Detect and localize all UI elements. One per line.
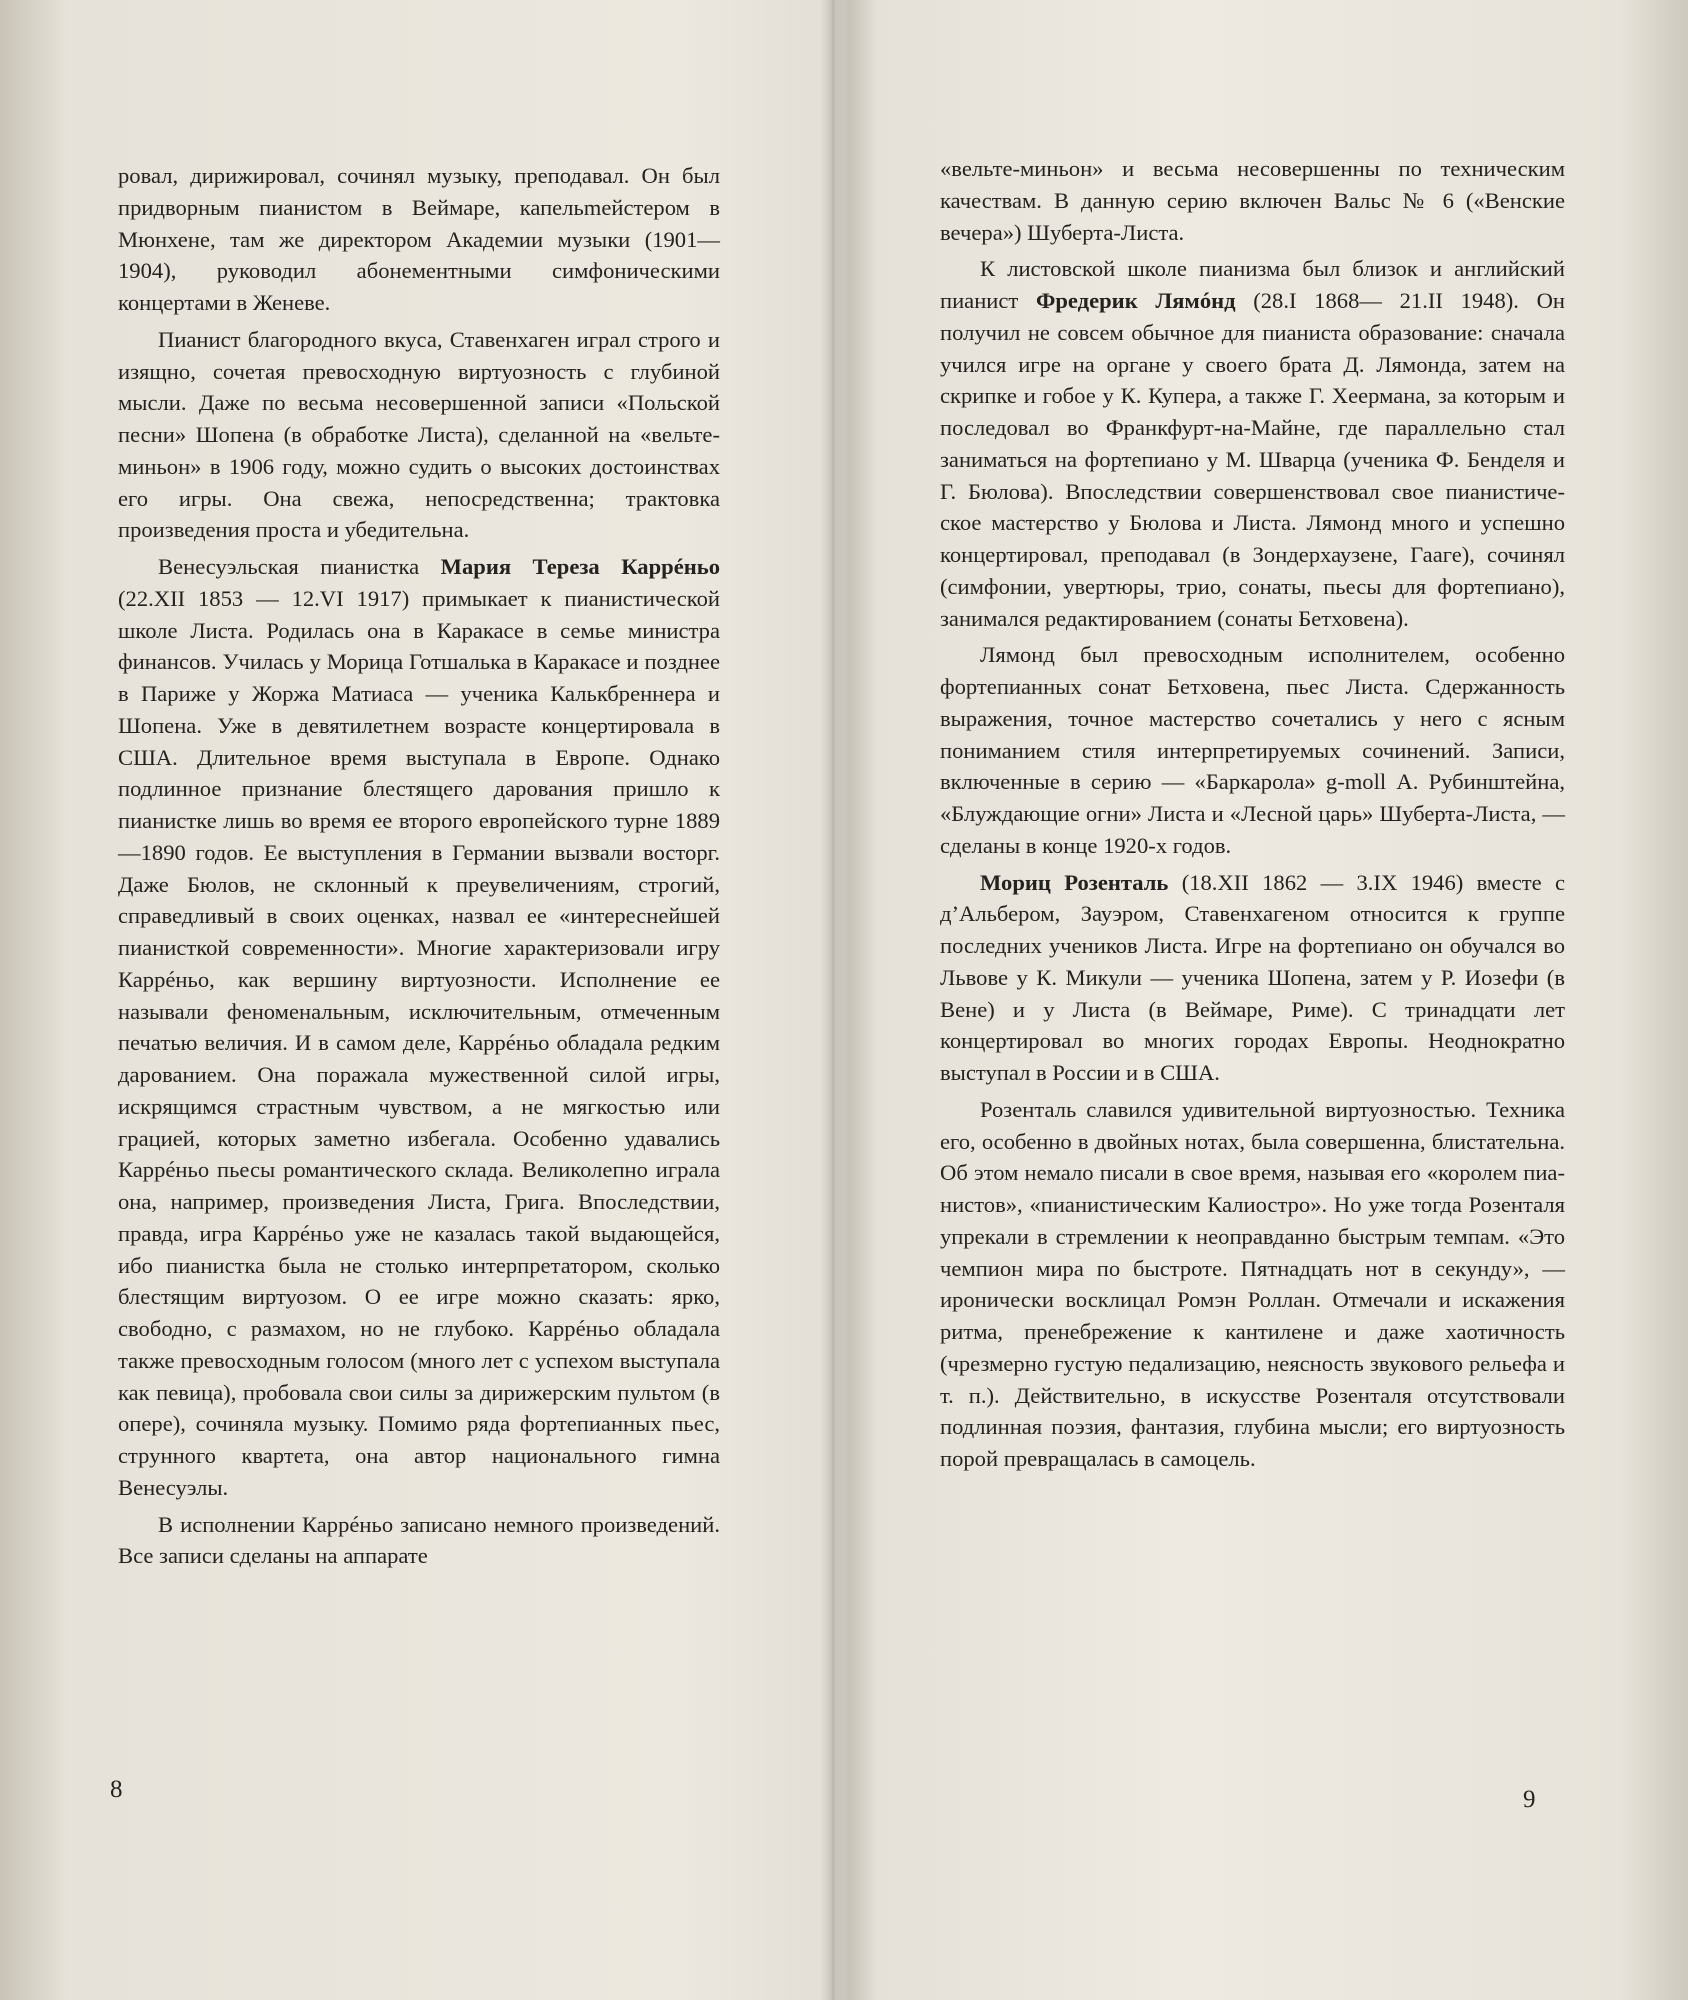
person-name: Фредерик Лямóнд <box>1035 288 1236 313</box>
paragraph: Пианист благородного вкуса, Ставенхаген играл строго и изящно, сочетая превосходную виртуозность с глубиной мысли. Даже по весьма несовершенной записи «Польской песни» Шопена (в обработке Листа), сделанной на «вельте-миньон» в 1906 году, можно судить о высоких достоинствах его игры. Она свежа, непосредственна; трактовка произведения проста и убедительна. <box>118 326 720 543</box>
page-number: 9 <box>1523 1786 1536 1813</box>
paragraph: К листовской школе пианизма был близок и английский пианист Фредерик Лямóнд (28.I 1868— 21.II 1948). Он получил не совсем обычное для пианиста образование: сначала учился игре на органе у своего брата Д. Лямонда, затем на скрипке и гобое у К. Купера, а также Г. Хеермана, за которым и последовал во Франкфурт-на-Майне, где параллельно стал заниматься на фортепиано у М. Шварца (ученика Ф. Бенделя и Г. Бюлова). Впоследствии совершенствовал свое пианистическое мастерство у Бюлова и Листа. Лямонд много и успешно концертировал, преподавал (в Зондерхаузене, Гааге), сочинял (симфонии, увертюры, трио, сонаты, пьесы для фортепиано), занимался редактированием (сонаты Бетховена). <box>940 256 1565 631</box>
paragraph: «вельте-миньон» и весьма несовершенны по техническим качествам. В данную серию включен Вальс № 6 («Венские вечера») Шуберта-Листа. <box>940 156 1565 245</box>
right-page-text <box>940 153 1565 1475</box>
paragraph: Мориц Розенталь (18.XII 1862 — 3.IX 1946) вместе с д’Альбером, Зауэром, Ставенхагеном относится к группе последних учеников Листа. Игре на фортепиано он обучался во Львове у К. Микули — ученика Шопена, затем у Р. Иозефи (в Вене) и у Листа (в Веймаре, Риме). С тринадцати лет концертировал во многих городах Европы. Неоднократно выступал в России и в США. <box>940 869 1566 1085</box>
right-page <box>838 0 1688 2000</box>
person-name: Мориц Розенталь <box>980 869 1169 895</box>
paragraph: Венесуэльская пианистка Мария Тереза Каррéньо (22.XII 1853 — 12.VI 1917) примыкает к пианистической школе Листа. Родилась она в Каракасе в семье министра финансов. Училась у Морица Готшалька в Каракасе и позднее в Париже у Жоржа Матиаса — ученика Калькбреннера и Шопена. Уже в девятилетнем возрасте концертировала в США. Длительное время выступала в Европе. Однако подлинное признание блестящего дарования пришло к пианистке лишь во время ее второго европейского турне 1889—1890 годов. Ее выступления в Германии вызвали восторг. Даже Бюлов, не склонный к преувеличениям, строгий, справедливый в своих оценках, назвал ее «интереснейшей пианисткой современности». Многие характеризовали игру Каррéньо, как вершину виртуозности. Исполнение ее называли феноменальным, исключительным, отмеченным печатью величия. И в самом деле, Каррéньо обладала редким дарованием. Она поражала мужественной силой игры, искрящимся страстным чувством, а не мягкостью или грацией, которых заметно избегала. Особенно удавались Каррéньо пьесы романтического склада. Великолепно играла она, например, произведения Листа, Грига. Впоследствии, правда, игра Каррéньо уже не казалась такой выдающейся, ибо пианистка была не столько интерпретатором, сколько блестящим виртуозом. О ее игре можно сказать: ярко, свободно, с размахом, но не глубоко. Каррéньо обладала также превосходным голосом (много лет с успехом выступала как певица), пробовала свои силы за дирижерским пультом (в опере), сочиняла музыку. Помимо ряда фортепианных пьес, струнного квартета, она автор национального гимна Венесуэлы. <box>118 554 720 1500</box>
page-number: 8 <box>110 1776 123 1803</box>
left-page-text <box>118 160 720 1572</box>
paragraph: Розенталь славился удивительной виртуозностью. Техника его, особенно в двойных нотах, была совершенна, блистательна. Об этом немало писали в свое время, называя его «королем пианистов», «пианистическим Калиостро». Но уже тогда Розенталя упрекали в стремлении к неоправданно быстрым темпам. «Это чемпион мира по быстроте. Пятнадцать нот в секунду», — иронически восклицал Ромэн Роллан. Отмечали и искажения ритма, пренебрежение к кантилене и даже хаотичность (чрезмерно густую педализацию, неясность звукового рельефа и т. п.). Действительно, в искусстве Розенталя отсутствовали подлинная поэзия, фантазия, глубина мысли; его виртуозность порой превращалась в самоцель. <box>940 1096 1565 1471</box>
left-page <box>0 0 830 2000</box>
paragraph: В исполнении Каррéньо записано немного произведений. Все записи сделаны на аппарате <box>118 1511 720 1569</box>
person-name: Мария Тереза Каррéньо <box>440 554 720 579</box>
paragraph: ровал, дирижировал, сочинял музыку, преподавал. Он был придворным пианистом в Веймаре, капельmейстером в Мюнхене, там же директором Академии музыки (1901—1904), руководил абонементными симфоническими концертами в Женеве. <box>118 163 720 315</box>
paragraph: Лямонд был превосходным исполнителем, особенно фортепианных сонат Бетховена, пьес Листа. Сдержанность выражения, точное мастерство сочетались у него с ясным пониманием стиля интерпретируемых сочинений. Записи, включенные в серию — «Баркарола» g-moll А. Рубинштейна, «Блуждающие огни» Листа и «Лесной царь» Шуберта-Листа, — сделаны в конце 1920-х годов. <box>940 642 1565 858</box>
